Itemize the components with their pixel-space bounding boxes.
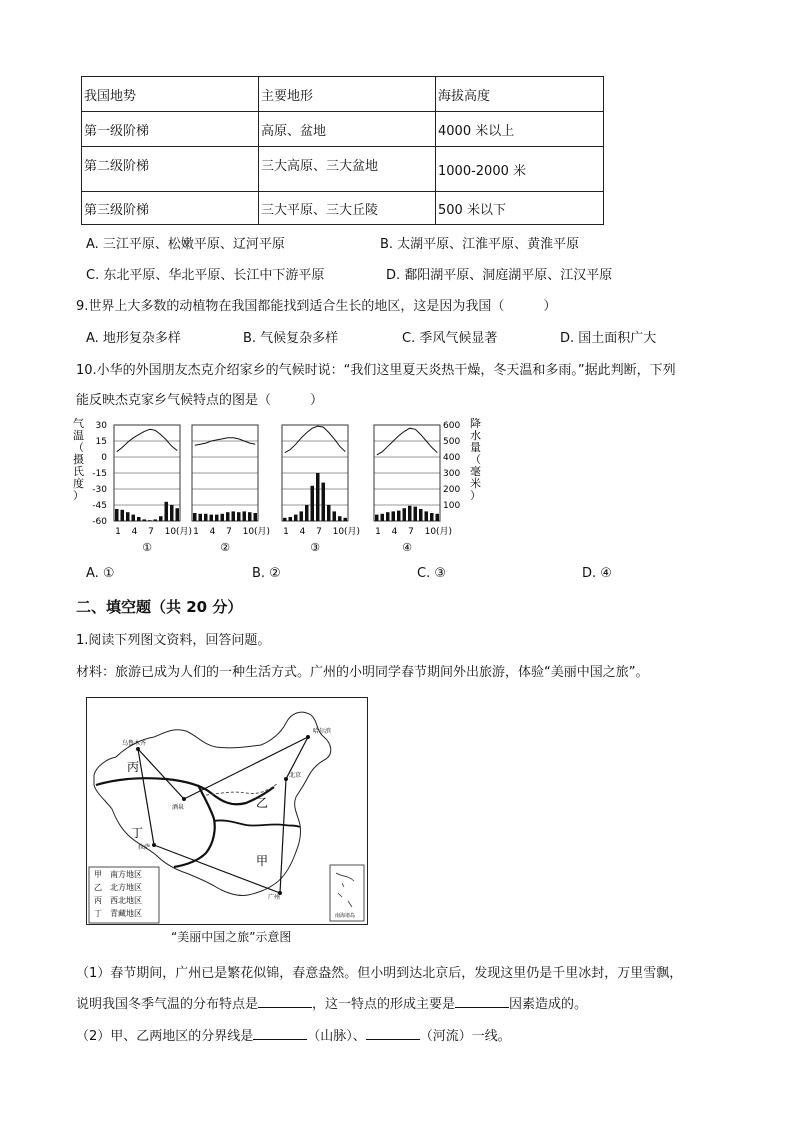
q10-option-d[interactable]: D. ④ — [582, 566, 612, 581]
table-cell: 1000-2000 米 — [436, 147, 604, 192]
table-cell: 500 米以下 — [436, 192, 604, 225]
q8-option-b[interactable]: B. 太湖平原、江淮平原、黄淮平原 — [380, 237, 580, 252]
table-row — [82, 192, 604, 225]
legend-name: 北方地区 — [110, 883, 142, 892]
month-tick-label: 7 — [148, 527, 154, 537]
region-label: 丙 — [127, 760, 140, 774]
table-header-cell: 我国地势 — [82, 77, 259, 112]
precipitation-bar — [209, 515, 213, 521]
month-tick-label: 1 — [115, 527, 121, 537]
temperature-line — [195, 438, 256, 446]
subq1-line2 — [76, 993, 587, 1012]
legend-key: 丁 — [94, 909, 102, 918]
city-dot — [306, 735, 310, 739]
month-tick-label: 7 — [226, 527, 232, 537]
panel-label: ① — [142, 541, 152, 554]
precipitation-bar — [131, 515, 135, 521]
city-label: 酒泉 — [172, 804, 185, 811]
section-title: 二、填空题（共 20 分） — [76, 598, 243, 616]
precipitation-bar — [126, 512, 130, 521]
q8-option-a[interactable]: A. 三江平原、松嫩平原、辽河平原 — [86, 237, 285, 252]
precipitation-axis-char: ） — [470, 489, 481, 502]
city-dot — [152, 843, 156, 847]
city-label: 拉萨 — [138, 844, 151, 851]
table-header-row — [82, 77, 604, 112]
precipitation-bar — [305, 505, 309, 521]
subq2-text-c: （河流）一线。 — [419, 1029, 511, 1044]
month-tick-label: 7 — [316, 527, 322, 537]
temperature-line — [117, 429, 178, 451]
precipitation-axis-char: 水 — [470, 429, 481, 442]
precipitation-bar — [220, 514, 224, 521]
precipitation-axis-char: 毫 — [470, 465, 481, 478]
climate-panel — [114, 425, 192, 554]
precipitation-bar — [288, 517, 292, 521]
precipitation-bar — [327, 505, 331, 521]
region-label: 甲 — [256, 854, 269, 868]
material-text: 材料：旅游已成为人们的一种生活方式。广州的小明同学春节期间外出旅游，体验“美丽中国之旅”。 — [76, 665, 649, 680]
panel-label: ④ — [402, 541, 412, 554]
table-cell: 第二级阶梯 — [82, 147, 259, 192]
precipitation-bar — [435, 514, 439, 521]
precipitation-bar — [299, 511, 303, 521]
month-tick-label: 4 — [131, 527, 138, 537]
precipitation-tick-label: 200 — [443, 485, 461, 495]
answer-blank-3[interactable] — [253, 1027, 307, 1040]
temperature-tick-label: -15 — [92, 469, 107, 479]
subq1-text-a: 说明我国冬季气温的分布特点是 — [76, 997, 259, 1012]
precipitation-axis-char: 降 — [470, 417, 481, 430]
temperature-tick-label: -30 — [92, 485, 107, 495]
answer-blank-4[interactable] — [366, 1027, 420, 1040]
precipitation-bar — [142, 519, 146, 521]
table-row — [82, 147, 604, 192]
inset-label: 南海诸岛 — [335, 913, 356, 919]
region-label: 丁 — [131, 826, 144, 840]
temperature-axis-char: 气 — [73, 417, 84, 430]
temperature-line — [377, 428, 438, 455]
precipitation-bar — [115, 509, 119, 521]
q9-option-c[interactable]: C. 季风气候显著 — [402, 331, 498, 346]
city-label: 北京 — [289, 772, 302, 779]
temperature-axis-char: 氏 — [73, 465, 84, 478]
answer-blank-1[interactable] — [258, 995, 312, 1008]
precipitation-bar — [137, 517, 141, 521]
precipitation-bar — [397, 511, 401, 521]
region-label: 乙 — [256, 796, 269, 810]
table-cell: 高原、盆地 — [259, 112, 436, 147]
table-cell: 第三级阶梯 — [82, 192, 259, 225]
climate-panel — [374, 425, 452, 554]
china-travel-map — [86, 697, 368, 925]
subq1-text-c: 因素造成的。 — [509, 997, 588, 1012]
precipitation-bar — [310, 486, 314, 521]
q9-option-b[interactable]: B. 气候复杂多样 — [243, 331, 339, 346]
precipitation-bar — [338, 516, 342, 521]
precipitation-bar — [170, 505, 174, 521]
precipitation-bar — [204, 514, 208, 521]
city-dot — [136, 747, 140, 751]
precipitation-bar — [198, 514, 202, 521]
precipitation-bar — [413, 507, 417, 521]
panel-label: ③ — [310, 541, 320, 554]
month-tick-label: 4 — [391, 527, 398, 537]
precipitation-bar — [159, 516, 163, 521]
precipitation-bar — [248, 512, 252, 521]
precipitation-bar — [402, 508, 406, 521]
precipitation-axis-char: （ — [470, 453, 481, 466]
precipitation-tick-label: 500 — [443, 437, 461, 447]
temperature-tick-label: -60 — [92, 517, 107, 527]
month-tick-label: 4 — [209, 527, 216, 537]
precipitation-bar — [215, 515, 219, 521]
temperature-tick-label: 15 — [95, 437, 107, 447]
precipitation-bar — [380, 514, 384, 521]
city-label: 乌鲁木齐 — [122, 740, 147, 747]
precipitation-bar — [424, 511, 428, 521]
precipitation-ticks — [443, 421, 460, 511]
city-label: 哈尔滨 — [313, 728, 332, 735]
temperature-ticks — [92, 421, 107, 527]
city-label: 广州 — [268, 894, 281, 901]
q10-stem-line1: 10.小华的外国朋友杰克介绍家乡的气候时说：“我们这里夏天炎热干燥，冬天温和多雨。”据此判断，下列 — [76, 363, 676, 378]
q9-option-d[interactable]: D. 国土面积广大 — [560, 331, 657, 346]
precipitation-tick-label: 400 — [443, 453, 461, 463]
table-header-cell: 主要地形 — [259, 77, 436, 112]
precipitation-bar — [332, 511, 336, 521]
q8-option-d[interactable]: D. 鄱阳湖平原、洞庭湖平原、江汉平原 — [386, 268, 613, 283]
month-tick-label: 10(月) — [332, 527, 361, 537]
precipitation-bar — [391, 511, 395, 521]
precipitation-bar — [226, 512, 230, 521]
table-cell: 4000 米以上 — [436, 112, 604, 147]
month-tick-label: 10(月) — [164, 527, 193, 537]
precipitation-tick-label: 100 — [443, 501, 461, 511]
map-caption: “美丽中国之旅”示意图 — [171, 930, 292, 944]
precipitation-tick-label: 600 — [443, 421, 461, 431]
climate-panel — [282, 425, 360, 554]
answer-blank-2[interactable] — [455, 995, 509, 1008]
climate-charts — [70, 415, 510, 570]
panel-label: ② — [220, 541, 230, 554]
precipitation-bar — [430, 513, 434, 521]
table-cell: 三大平原、三大丘陵 — [259, 192, 436, 225]
precipitation-bar — [386, 512, 390, 521]
subq1-text-b: ，这一特点的形成主要是 — [312, 997, 456, 1012]
temperature-axis-char: 摄 — [73, 453, 84, 466]
q10-stem-line2: 能反映杰克家乡气候特点的图是（ ） — [76, 393, 324, 408]
month-tick-label: 1 — [375, 527, 381, 537]
temperature-tick-label: 0 — [101, 453, 107, 463]
subq2-text-a: （2）甲、乙两地区的分界线是 — [76, 1029, 254, 1044]
month-tick-label: 10(月) — [424, 527, 453, 537]
month-tick-label: 10(月) — [242, 527, 271, 537]
subq2-text-b: （山脉）、 — [307, 1029, 366, 1044]
precipitation-bar — [231, 511, 235, 521]
precipitation-bar — [237, 512, 241, 521]
q1-intro: 1.阅读下列图文资料，回答问题。 — [76, 633, 271, 648]
precipitation-bar — [175, 508, 179, 521]
temperature-axis-label — [73, 416, 84, 502]
precipitation-axis-char: 量 — [470, 441, 481, 454]
precipitation-bar — [148, 520, 152, 521]
precipitation-bar — [419, 509, 423, 521]
city-dot — [182, 797, 186, 801]
legend-name: 青藏地区 — [110, 909, 142, 918]
precipitation-bar — [120, 510, 124, 521]
precipitation-bar — [242, 511, 246, 521]
temperature-axis-char: ） — [73, 489, 84, 502]
month-tick-label: 4 — [299, 527, 306, 537]
temperature-tick-label: -45 — [92, 501, 107, 511]
precipitation-bar — [193, 513, 197, 521]
legend-key: 丙 — [94, 896, 102, 905]
city-dot — [284, 777, 288, 781]
temperature-axis-char: 度 — [73, 477, 84, 490]
precipitation-bar — [316, 473, 320, 521]
temperature-axis-char: 温 — [73, 429, 84, 442]
table-cell: 第一级阶梯 — [82, 112, 259, 147]
climate-panel — [192, 425, 270, 554]
q10-option-b[interactable]: B. ② — [252, 566, 281, 581]
precipitation-tick-label: 300 — [443, 469, 461, 479]
q9-stem: 9.世界上大多数的动植物在我国都能找到适合生长的地区，这是因为我国（ ） — [76, 299, 557, 314]
terrain-table — [81, 76, 604, 225]
precipitation-bar — [283, 518, 287, 521]
month-tick-label: 1 — [193, 527, 199, 537]
precipitation-bar — [408, 506, 412, 521]
temperature-line — [285, 426, 346, 453]
temperature-axis-char: （ — [73, 441, 84, 454]
table-row — [82, 112, 604, 147]
q8-option-c[interactable]: C. 东北平原、华北平原、长江中下游平原 — [86, 268, 325, 283]
precipitation-bar — [343, 518, 347, 521]
climate-panels — [114, 425, 452, 554]
precipitation-bar — [375, 515, 379, 521]
table-header-cell: 海拔高度 — [436, 77, 604, 112]
table-cell: 三大高原、三大盆地 — [259, 147, 436, 192]
precipitation-bar — [294, 515, 298, 521]
q10-option-a[interactable]: A. ① — [86, 566, 115, 581]
precipitation-bar — [164, 502, 168, 521]
month-tick-label: 1 — [283, 527, 289, 537]
legend-key: 甲 — [94, 870, 102, 879]
legend-name: 南方地区 — [110, 870, 142, 879]
legend-key: 乙 — [94, 883, 102, 892]
q9-option-a[interactable]: A. 地形复杂多样 — [86, 331, 181, 346]
month-tick-label: 7 — [408, 527, 414, 537]
legend-name: 西北地区 — [110, 896, 142, 905]
subq1-line1: （1）春节期间，广州已是繁花似锦，春意盎然。但小明到达北京后，发现这里仍是千里冰封，万里雪飘， — [76, 966, 683, 981]
temperature-tick-label: 30 — [95, 421, 107, 431]
precipitation-axis-char: 米 — [470, 477, 481, 490]
precipitation-bar — [153, 519, 157, 521]
precipitation-bar — [321, 483, 325, 521]
subq2-line — [76, 1025, 511, 1044]
q10-option-c[interactable]: C. ③ — [417, 566, 446, 581]
precipitation-axis-label — [470, 416, 481, 502]
precipitation-bar — [253, 513, 257, 521]
